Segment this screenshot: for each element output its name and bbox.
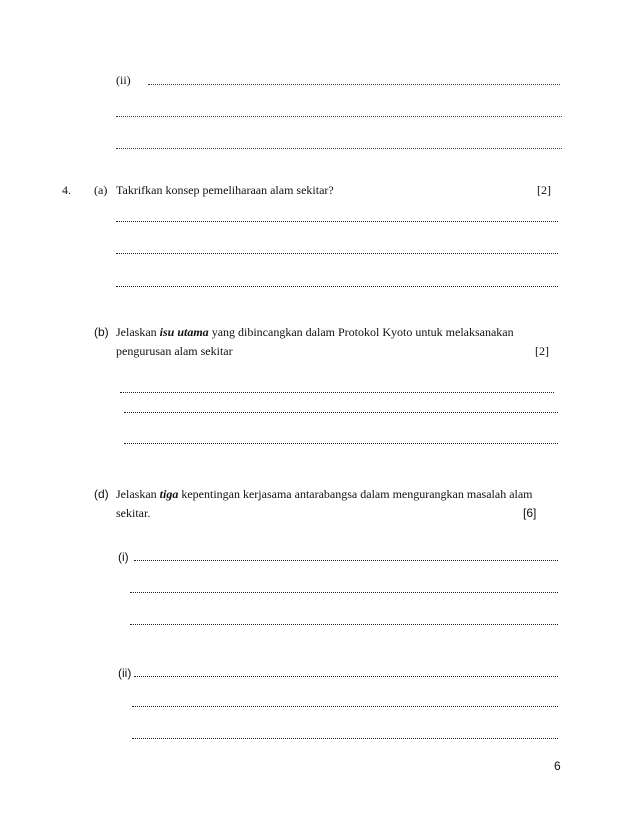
sub-label-ii-top: (ii) bbox=[116, 73, 131, 87]
part-a-label: (a) bbox=[94, 183, 108, 197]
answer-line bbox=[148, 84, 560, 85]
answer-line bbox=[134, 676, 558, 677]
answer-line bbox=[116, 253, 558, 254]
part-b-question-line-2: pengurusan alam sekitar bbox=[116, 344, 233, 358]
part-b-label: (b) bbox=[94, 325, 109, 339]
question-number: 4. bbox=[62, 183, 71, 197]
answer-line bbox=[130, 592, 558, 593]
answer-line bbox=[124, 443, 558, 444]
part-a-question-text: Takrifkan konsep pemeliharaan alam sekitar? bbox=[116, 183, 334, 197]
answer-line bbox=[124, 412, 558, 413]
part-d-marks: [6] bbox=[523, 506, 537, 520]
answer-line bbox=[130, 624, 558, 625]
answer-line bbox=[134, 560, 558, 561]
part-b-emphasis: isu utama bbox=[159, 325, 209, 339]
part-a-marks: [2] bbox=[537, 183, 551, 197]
part-b-text-post: yang dibincangkan dalam Protokol Kyoto untuk melaksanakan bbox=[208, 325, 514, 339]
answer-line bbox=[120, 392, 554, 393]
answer-line bbox=[116, 148, 562, 149]
answer-line bbox=[132, 738, 558, 739]
part-d-text-post: kepentingan kerjasama antarabangsa dalam mengurangkan masalah alam bbox=[178, 487, 533, 501]
part-d-emphasis: tiga bbox=[159, 487, 179, 501]
part-d-question-line-2: sekitar. bbox=[116, 506, 151, 520]
part-d-label: (d) bbox=[94, 487, 109, 501]
sub-label-ii: (ii) bbox=[118, 666, 132, 680]
answer-line bbox=[116, 221, 558, 222]
part-d-question-line-1 bbox=[116, 487, 533, 502]
part-d-text-pre: Jelaskan bbox=[116, 487, 160, 501]
sub-label-i: (i) bbox=[118, 550, 129, 564]
answer-line bbox=[116, 286, 558, 287]
answer-line bbox=[116, 116, 562, 117]
part-b-question-line-1 bbox=[116, 325, 514, 340]
part-b-marks: [2] bbox=[535, 344, 549, 358]
part-b-text-pre: Jelaskan bbox=[116, 325, 160, 339]
page-number: 6 bbox=[554, 759, 561, 773]
answer-line bbox=[132, 706, 558, 707]
